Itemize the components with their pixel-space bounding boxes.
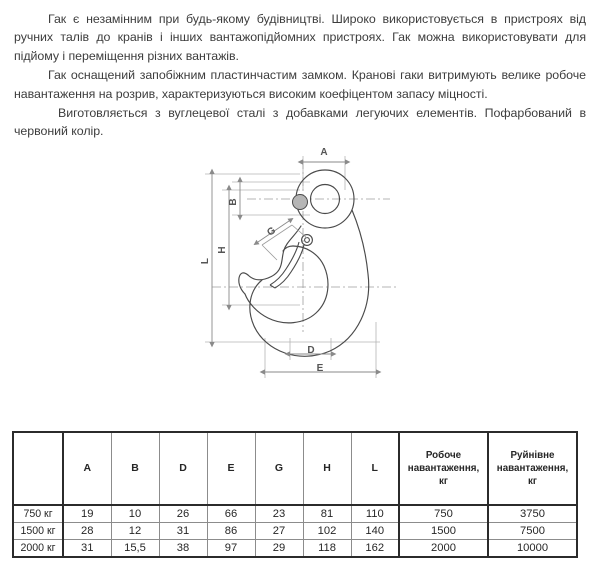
table-row [13,505,577,523]
cell-l: 162 [351,540,399,558]
cell-g: 29 [255,540,303,558]
hook-point [239,273,248,294]
column-header-e: E [207,432,255,505]
cell-working-load: 750 [399,505,488,523]
cell-rating: 1500 кг [13,523,63,540]
dim-label-B: B [228,198,239,206]
extension-lines [205,156,380,378]
column-header-h: H [303,432,351,505]
cell-b: 12 [111,523,159,540]
article-paragraph-1: Гак є незамінним при будь-якому будівництві. Широко використовується в пристроях від ручних талів до кранів і інших вантажопідйомних пристроях. Гак можна використовувати для підйому і переміщення різних вантажів. [14,12,586,63]
cell-h: 102 [303,523,351,540]
cell-e: 86 [207,523,255,540]
latch-blade-edge [275,245,304,288]
dim-label-G: G [265,225,278,239]
cell-a: 28 [63,523,111,540]
column-header-working-load [399,432,488,505]
working-load-line-3: кг [439,476,448,487]
dim-label-E: E [316,363,324,374]
column-header-rating [13,432,63,505]
breaking-load-line-2: навантаження, [496,463,569,474]
working-load-line-2: навантаження, [407,463,480,474]
cell-b: 10 [111,505,159,523]
cell-d: 31 [159,523,207,540]
dim-label-L: L [200,257,211,265]
cell-working-load: 2000 [399,540,488,558]
table-row [13,540,577,558]
cell-rating: 750 кг [13,505,63,523]
cell-d: 26 [159,505,207,523]
working-load-line-1: Робоче [425,450,462,461]
cell-b: 15,5 [111,540,159,558]
table-header-row [13,432,577,505]
breaking-load-line-3: кг [528,476,537,487]
article-text [14,10,586,142]
dim-label-H: H [217,246,228,254]
cell-a: 19 [63,505,111,523]
dim-label-D: D [307,345,315,356]
cell-d: 38 [159,540,207,558]
cell-e: 66 [207,505,255,523]
specification-table [12,431,578,558]
cell-e: 97 [207,540,255,558]
cell-l: 140 [351,523,399,540]
cell-breaking-load: 3750 [488,505,577,523]
cell-breaking-load: 7500 [488,523,577,540]
article-paragraph-2: Гак оснащений запобіжним пластинчастим замком. Кранові гаки витримують велике робоче навантаження на розрив, характеризуються високим коефіцентом запасу міцності. [14,68,586,101]
hook-drawing-svg [0,142,600,392]
cell-h: 81 [303,505,351,523]
safety-latch [270,235,312,288]
table-body [13,505,577,557]
dim-label-A: A [320,147,328,158]
column-header-g: G [255,432,303,505]
latch-spring-boss [293,195,308,210]
column-header-l: L [351,432,399,505]
column-header-a: A [63,432,111,505]
cell-a: 31 [63,540,111,558]
specification-table-container [12,431,576,558]
column-header-breaking-load [488,432,577,505]
cell-breaking-load: 10000 [488,540,577,558]
cell-rating: 2000 кг [13,540,63,558]
table-row [13,523,577,540]
cell-h: 118 [303,540,351,558]
hook-technical-drawing [0,142,600,392]
breaking-load-line-1: Руйнівне [510,450,555,461]
column-header-b: B [111,432,159,505]
cell-l: 110 [351,505,399,523]
cell-g: 23 [255,505,303,523]
article-paragraph-3: Виготовляється з вуглецевої сталі з добавками легуючих елементів. Пофарбований в червоний колір. [14,106,586,139]
table-header [13,432,577,505]
cell-g: 27 [255,523,303,540]
latch-pivot-bore [305,238,310,243]
column-header-d: D [159,432,207,505]
cell-working-load: 1500 [399,523,488,540]
latch-blade-tip [270,285,275,288]
